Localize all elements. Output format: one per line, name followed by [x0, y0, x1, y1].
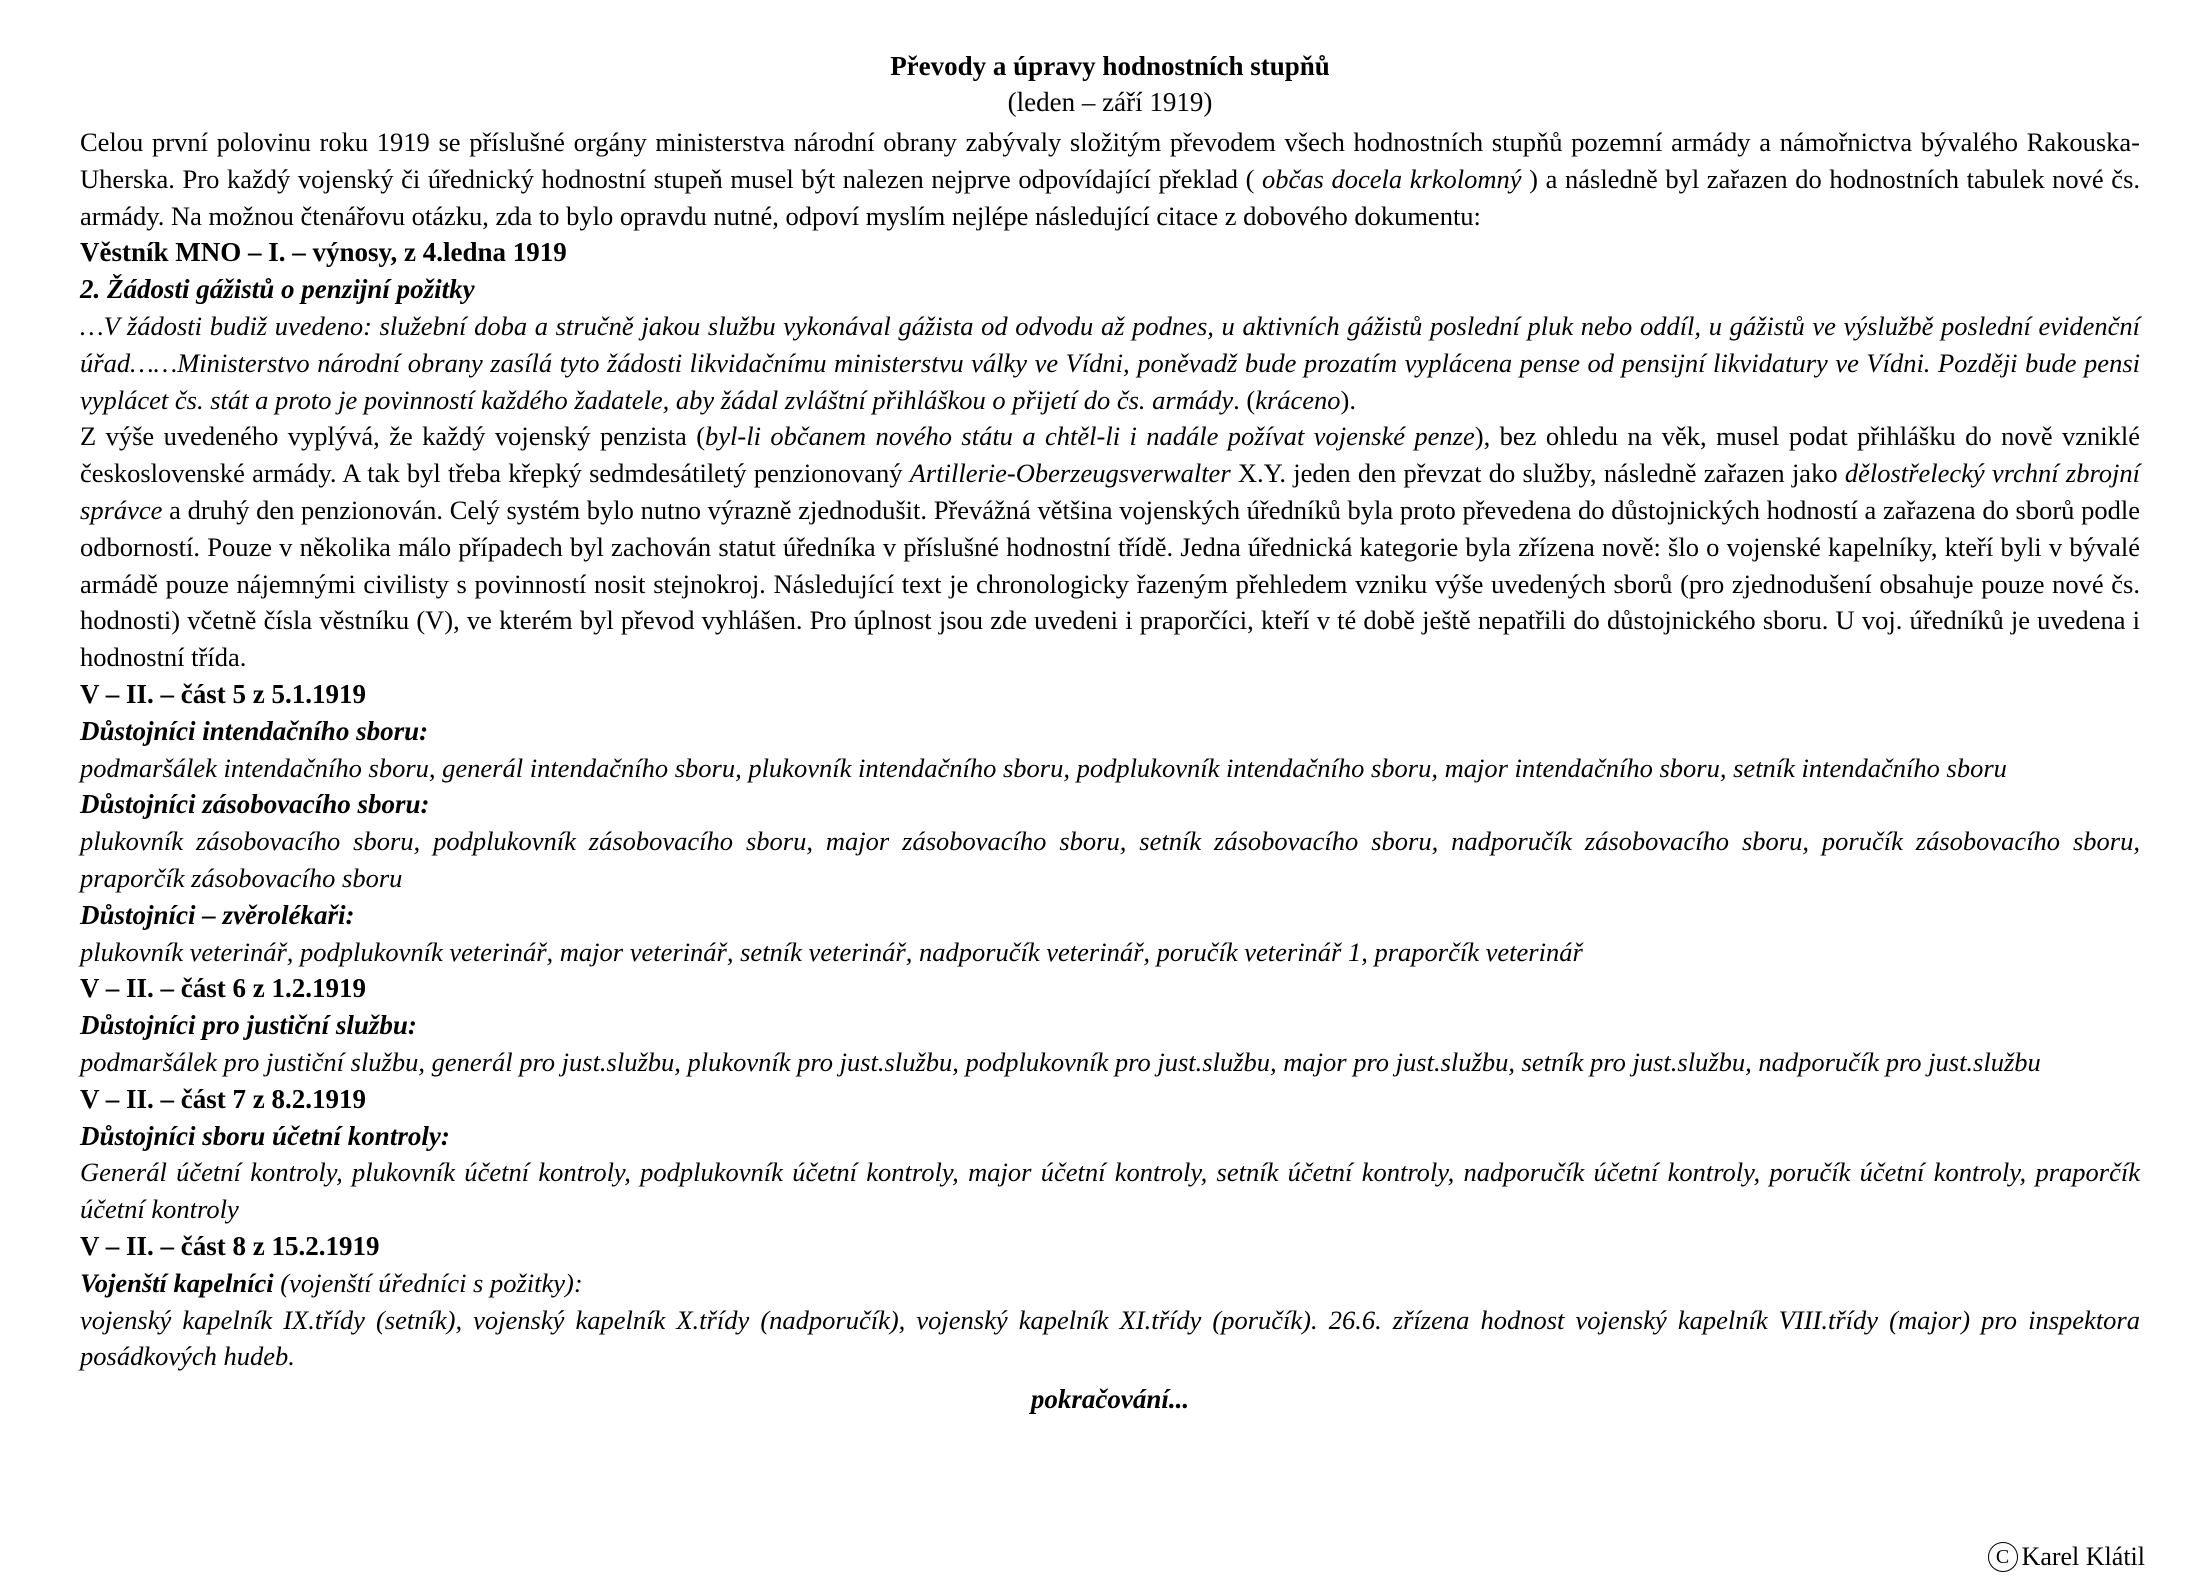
- copyright-notice: [1988, 1540, 2145, 1574]
- copyright-icon: C: [1988, 1542, 2018, 1572]
- intro-paragraph: Celou první polovinu roku 1919 se příslušné orgány ministerstva národní obrany zabývaly složitým převodem všech hodnostních stupňů pozemní armády a námořnictva bývalého Rakouska-Uherska. Pro každý vojenský či úřednický hodnostní stupeň musel být nalezen nejprve odpovídající překlad ( občas docela krkolomný ) a následně byl zařazen do hodnostních tabulek nové čs. armády. Na možnou čtenářovu otázku, zda to bylo opravdu nutné, odpoví myslím nejlépe následující citace z dobového dokumentu:: [80, 127, 2141, 231]
- copyright-author: Karel Klátil: [2021, 1542, 2145, 1571]
- group-text: podmaršálek pro justiční službu, generál pro just.službu, plukovník pro just.službu, podplukovník pro just.službu, major pro just.službu, setník pro just.službu, nadporučík pro just.službu: [80, 1046, 2041, 1077]
- body-paragraph: Z výše uvedeného vyplývá, že každý vojenský penzista (byl-li občanem nového státu a chtěl-li i nadále požívat vojenské penze), bez ohledu na věk, musel podat přihlášku do nově vzniklé československé armády. A tak byl třeba křepký sedmdesátiletý penzionovaný Artillerie-Oberzeugsverwalter X.Y. jeden den převzat do služby, následně zařazen jako dělostřelecký vrchní zbrojní správce a druhý den penzionován. Celý systém bylo nutno výrazně zjednodušit. Převážná většina vojenských úředníků byla proto převedena do důstojnických hodností a zařazena do sborů podle odborností. Pouze v několika málo případech byl zachován statut úředníka v příslušné hodnostní třídě. Jedna úřednická kategorie byla zřízena nově: šlo o vojenské kapelníky, kteří byli v bývalé armádě pouze nájemnými civilisty s povinností nosit stejnokroj. Následující text je chronologicky řazeným přehledem vzniku výše uvedených sborů (pro zjednodušení obsahuje pouze nové čs. hodnosti) včetně čísla věstníku (V), ve kterém byl převod vyhlášen. Pro úplnost jsou zde uvedeni i praporčíci, kteří v té době ještě nepatřili do důstojnického sboru. U voj. úředníků je uvedena i hodnostní třída.: [80, 421, 2141, 673]
- document-page: [80, 48, 2140, 1417]
- group-heading: Důstojníci pro justiční službu:: [80, 1010, 417, 1041]
- group-heading: Důstojníci zásobovacího sboru:: [80, 789, 430, 820]
- group-heading-with-note: Vojenští kapelníci (vojenští úředníci s požitky):: [80, 1267, 583, 1298]
- group-text: vojenský kapelník IX.třídy (setník), vojenský kapelník X.třídy (nadporučík), vojenský kapelník XI.třídy (poručík). 26.6. zřízena hodnost vojenský kapelník VIII.třídy (major) pro inspektora posádkových hudeb.: [80, 1304, 2140, 1372]
- group-text: plukovník zásobovacího sboru, podplukovník zásobovacího sboru, major zásobovacího sboru, setník zásobovacího sboru, nadporučík zásobovacího sboru, poručík zásobovacího sboru, praporčík zásobovacího sboru: [80, 826, 2140, 893]
- section-heading: V – II. – část 8 z 15.2.1919: [80, 1230, 380, 1261]
- document-title: Převody a úpravy hodnostních stupňů: [890, 51, 1330, 81]
- quote-paragraph: …V žádosti budiž uvedeno: služební doba a stručně jakou službu vykonával gážista od odvodu až podnes, u aktivních gážistů poslední pluk nebo oddíl, u gážistů ve výslužbě poslední evidenční úřad……Ministerstvo národní obrany zasílá tyto žádosti likvidačnímu ministerstvu války ve Vídni, poněvadž bude prozatím vyplácena pense od pensijní likvidatury ve Vídni. Později bude pensi vyplácet čs. stát a proto je povinností každého žadatele, aby žádal zvláštní přihláškou o přijetí do čs. armády. (kráceno).: [80, 310, 2140, 415]
- group-text: plukovník veterinář, podplukovník veterinář, major veterinář, setník veterinář, nadporučík veterinář, poručík veterinář 1, praporčík veterinář: [80, 936, 1583, 967]
- zadosti-heading: 2. Žádosti gážistů o penzijní požitky: [80, 274, 475, 305]
- group-heading: Důstojníci sboru účetní kontroly:: [80, 1120, 450, 1151]
- group-text: podmaršálek intendačního sboru, generál intendačního sboru, plukovník intendačního sboru, podplukovník intendačního sboru, major intendačního sboru, setník intendačního sboru: [80, 752, 2007, 783]
- continuation-label: pokračování...: [1030, 1384, 1190, 1415]
- document-subtitle: (leden – září 1919): [1007, 87, 1213, 117]
- section-heading: V – II. – část 5 z 5.1.1919: [80, 678, 366, 709]
- vestnik-heading: Věstník MNO – I. – výnosy, z 4.ledna 1919: [80, 237, 567, 268]
- group-text: Generál účetní kontroly, plukovník účetní kontroly, podplukovník účetní kontroly, major účetní kontroly, setník účetní kontroly, nadporučík účetní kontroly, poručík účetní kontroly, praporčík účetní kontroly: [80, 1157, 2140, 1225]
- section-heading: V – II. – část 7 z 8.2.1919: [80, 1083, 366, 1114]
- group-heading: Důstojníci – zvěrolékaři:: [80, 899, 355, 930]
- section-heading: V – II. – část 6 z 1.2.1919: [80, 973, 366, 1004]
- group-heading: Důstojníci intendačního sboru:: [80, 715, 429, 746]
